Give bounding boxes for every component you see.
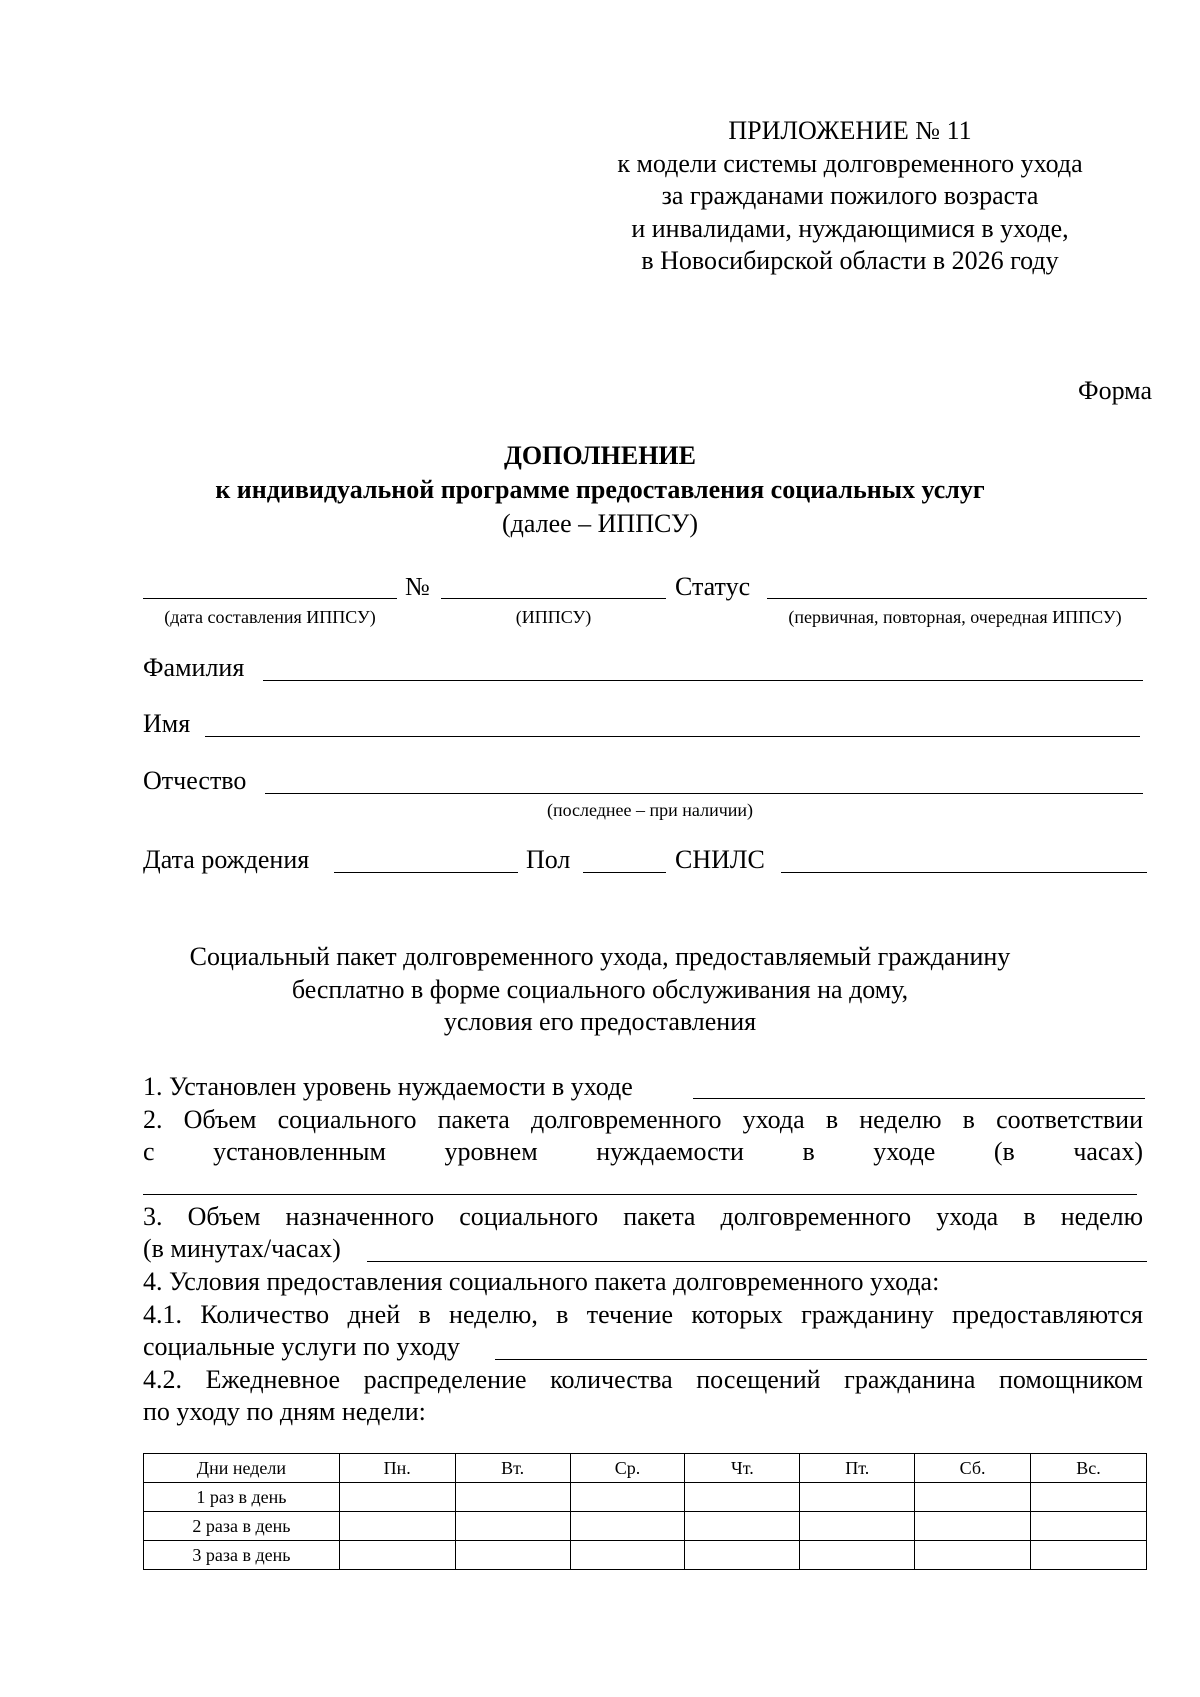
item-4-1-line-2: социальные услуги по уходу: [143, 1332, 460, 1361]
table-cell[interactable]: [1031, 1483, 1147, 1512]
visits-table: [143, 1453, 1147, 1570]
ippsu-hint: (ИППСУ): [515, 607, 592, 627]
header-cell: Сб.: [915, 1454, 1031, 1483]
ippsu-date-field[interactable]: [143, 598, 397, 599]
header-cell: Ср.: [570, 1454, 685, 1483]
row-label: 3 раза в день: [144, 1541, 340, 1570]
number-sign: №: [405, 572, 430, 601]
name-label: Имя: [143, 709, 191, 738]
title-sub: к индивидуальной программе предоставления социальных услуг: [215, 475, 985, 504]
table-row: [144, 1512, 1147, 1541]
header-cell: Пт.: [800, 1454, 915, 1483]
need-level-field[interactable]: [693, 1098, 1145, 1099]
title-main: ДОПОЛНЕНИЕ: [504, 441, 696, 470]
table-cell[interactable]: [570, 1512, 685, 1541]
title-abbr: (далее – ИППСУ): [501, 509, 699, 538]
table-cell[interactable]: [685, 1541, 800, 1570]
package-heading-line: Социальный пакет долговременного ухода, предоставляемый гражданину: [189, 942, 1011, 971]
status-label: Статус: [675, 572, 751, 601]
item-2-line-1: 2. Объем социального пакета долговременного ухода в неделю в соответствии: [143, 1105, 1143, 1134]
package-heading: [0, 941, 1200, 1039]
package-heading-line: бесплатно в форме социального обслуживания на дому,: [291, 974, 909, 1004]
table-cell[interactable]: [339, 1541, 455, 1570]
table-cell[interactable]: [685, 1512, 800, 1541]
header-cell: Вт.: [455, 1454, 570, 1483]
package-heading-line: условия его предоставления: [443, 1007, 757, 1036]
name-field[interactable]: [205, 736, 1140, 737]
table-row: [144, 1541, 1147, 1570]
item-4-2-line-1: 4.2. Ежедневное распределение количества посещений гражданина помощником: [143, 1365, 1143, 1394]
patronymic-label: Отчество: [143, 766, 247, 795]
patronymic-field[interactable]: [265, 793, 1143, 794]
table-cell[interactable]: [570, 1541, 685, 1570]
status-hint: (первичная, повторная, очередная ИППСУ): [788, 607, 1122, 627]
table-cell[interactable]: [915, 1483, 1031, 1512]
snils-field[interactable]: [781, 872, 1147, 873]
header-cell: Чт.: [685, 1454, 800, 1483]
item-1-text: 1. Установлен уровень нуждаемости в уходе: [143, 1072, 633, 1101]
ippsu-number-field[interactable]: [441, 598, 666, 599]
table-row: [144, 1483, 1147, 1512]
item-4-text: 4. Условия предоставления социального пакета долговременного ухода:: [143, 1267, 940, 1296]
snils-label: СНИЛС: [675, 845, 765, 874]
item-4-2-line-2: по уходу по дням недели:: [143, 1397, 426, 1426]
item-4-1-line-1: 4.1. Количество дней в неделю, в течение которых гражданину предоставляются: [143, 1300, 1143, 1329]
surname-label: Фамилия: [143, 653, 245, 682]
appendix-header: [560, 115, 1140, 278]
header-cell: Дни недели: [144, 1454, 340, 1483]
appendix-line: за гражданами пожилого возраста: [661, 181, 1039, 210]
table-cell[interactable]: [685, 1483, 800, 1512]
appendix-line: в Новосибирской области в 2026 году: [641, 246, 1059, 275]
table-cell[interactable]: [570, 1483, 685, 1512]
weekly-hours-field[interactable]: [143, 1194, 1137, 1195]
table-cell[interactable]: [455, 1512, 570, 1541]
patronymic-hint: (последнее – при наличии): [546, 800, 754, 820]
item-2-line-2: с установленным уровнем нуждаемости в уходе (в часах): [143, 1137, 1143, 1166]
days-per-week-field[interactable]: [495, 1359, 1147, 1360]
header-cell: Вс.: [1031, 1454, 1147, 1483]
table-cell[interactable]: [800, 1512, 915, 1541]
date-hint: (дата составления ИППСУ): [164, 607, 376, 627]
appendix-line: ПРИЛОЖЕНИЕ № 11: [728, 116, 972, 145]
table-cell[interactable]: [915, 1512, 1031, 1541]
sex-label: Пол: [526, 845, 571, 874]
table-header-row: [144, 1454, 1147, 1483]
appendix-line: и инвалидами, нуждающимися в уходе,: [631, 213, 1069, 243]
appendix-line: к модели системы долговременного ухода: [617, 148, 1083, 178]
form-label: Форма: [1078, 376, 1152, 405]
table-cell[interactable]: [1031, 1541, 1147, 1570]
table-cell[interactable]: [800, 1541, 915, 1570]
item-3-line-1: 3. Объем назначенного социального пакета долговременного ухода в неделю: [143, 1202, 1143, 1231]
table-cell[interactable]: [339, 1483, 455, 1512]
document-title: [0, 440, 1200, 542]
birth-date-field[interactable]: [334, 872, 518, 873]
row-label: 1 раз в день: [144, 1483, 340, 1512]
table-cell[interactable]: [339, 1512, 455, 1541]
table-cell[interactable]: [455, 1541, 570, 1570]
table-cell[interactable]: [455, 1483, 570, 1512]
surname-field[interactable]: [263, 680, 1143, 681]
birth-date-label: Дата рождения: [143, 845, 310, 874]
header-cell: Пн.: [339, 1454, 455, 1483]
ippsu-status-field[interactable]: [767, 598, 1147, 599]
item-3-line-2: (в минутах/часах): [143, 1234, 341, 1263]
table-cell[interactable]: [800, 1483, 915, 1512]
row-label: 2 раза в день: [144, 1512, 340, 1541]
sex-field[interactable]: [583, 872, 666, 873]
table-cell[interactable]: [915, 1541, 1031, 1570]
table-cell[interactable]: [1031, 1512, 1147, 1541]
assigned-volume-field[interactable]: [367, 1261, 1147, 1262]
